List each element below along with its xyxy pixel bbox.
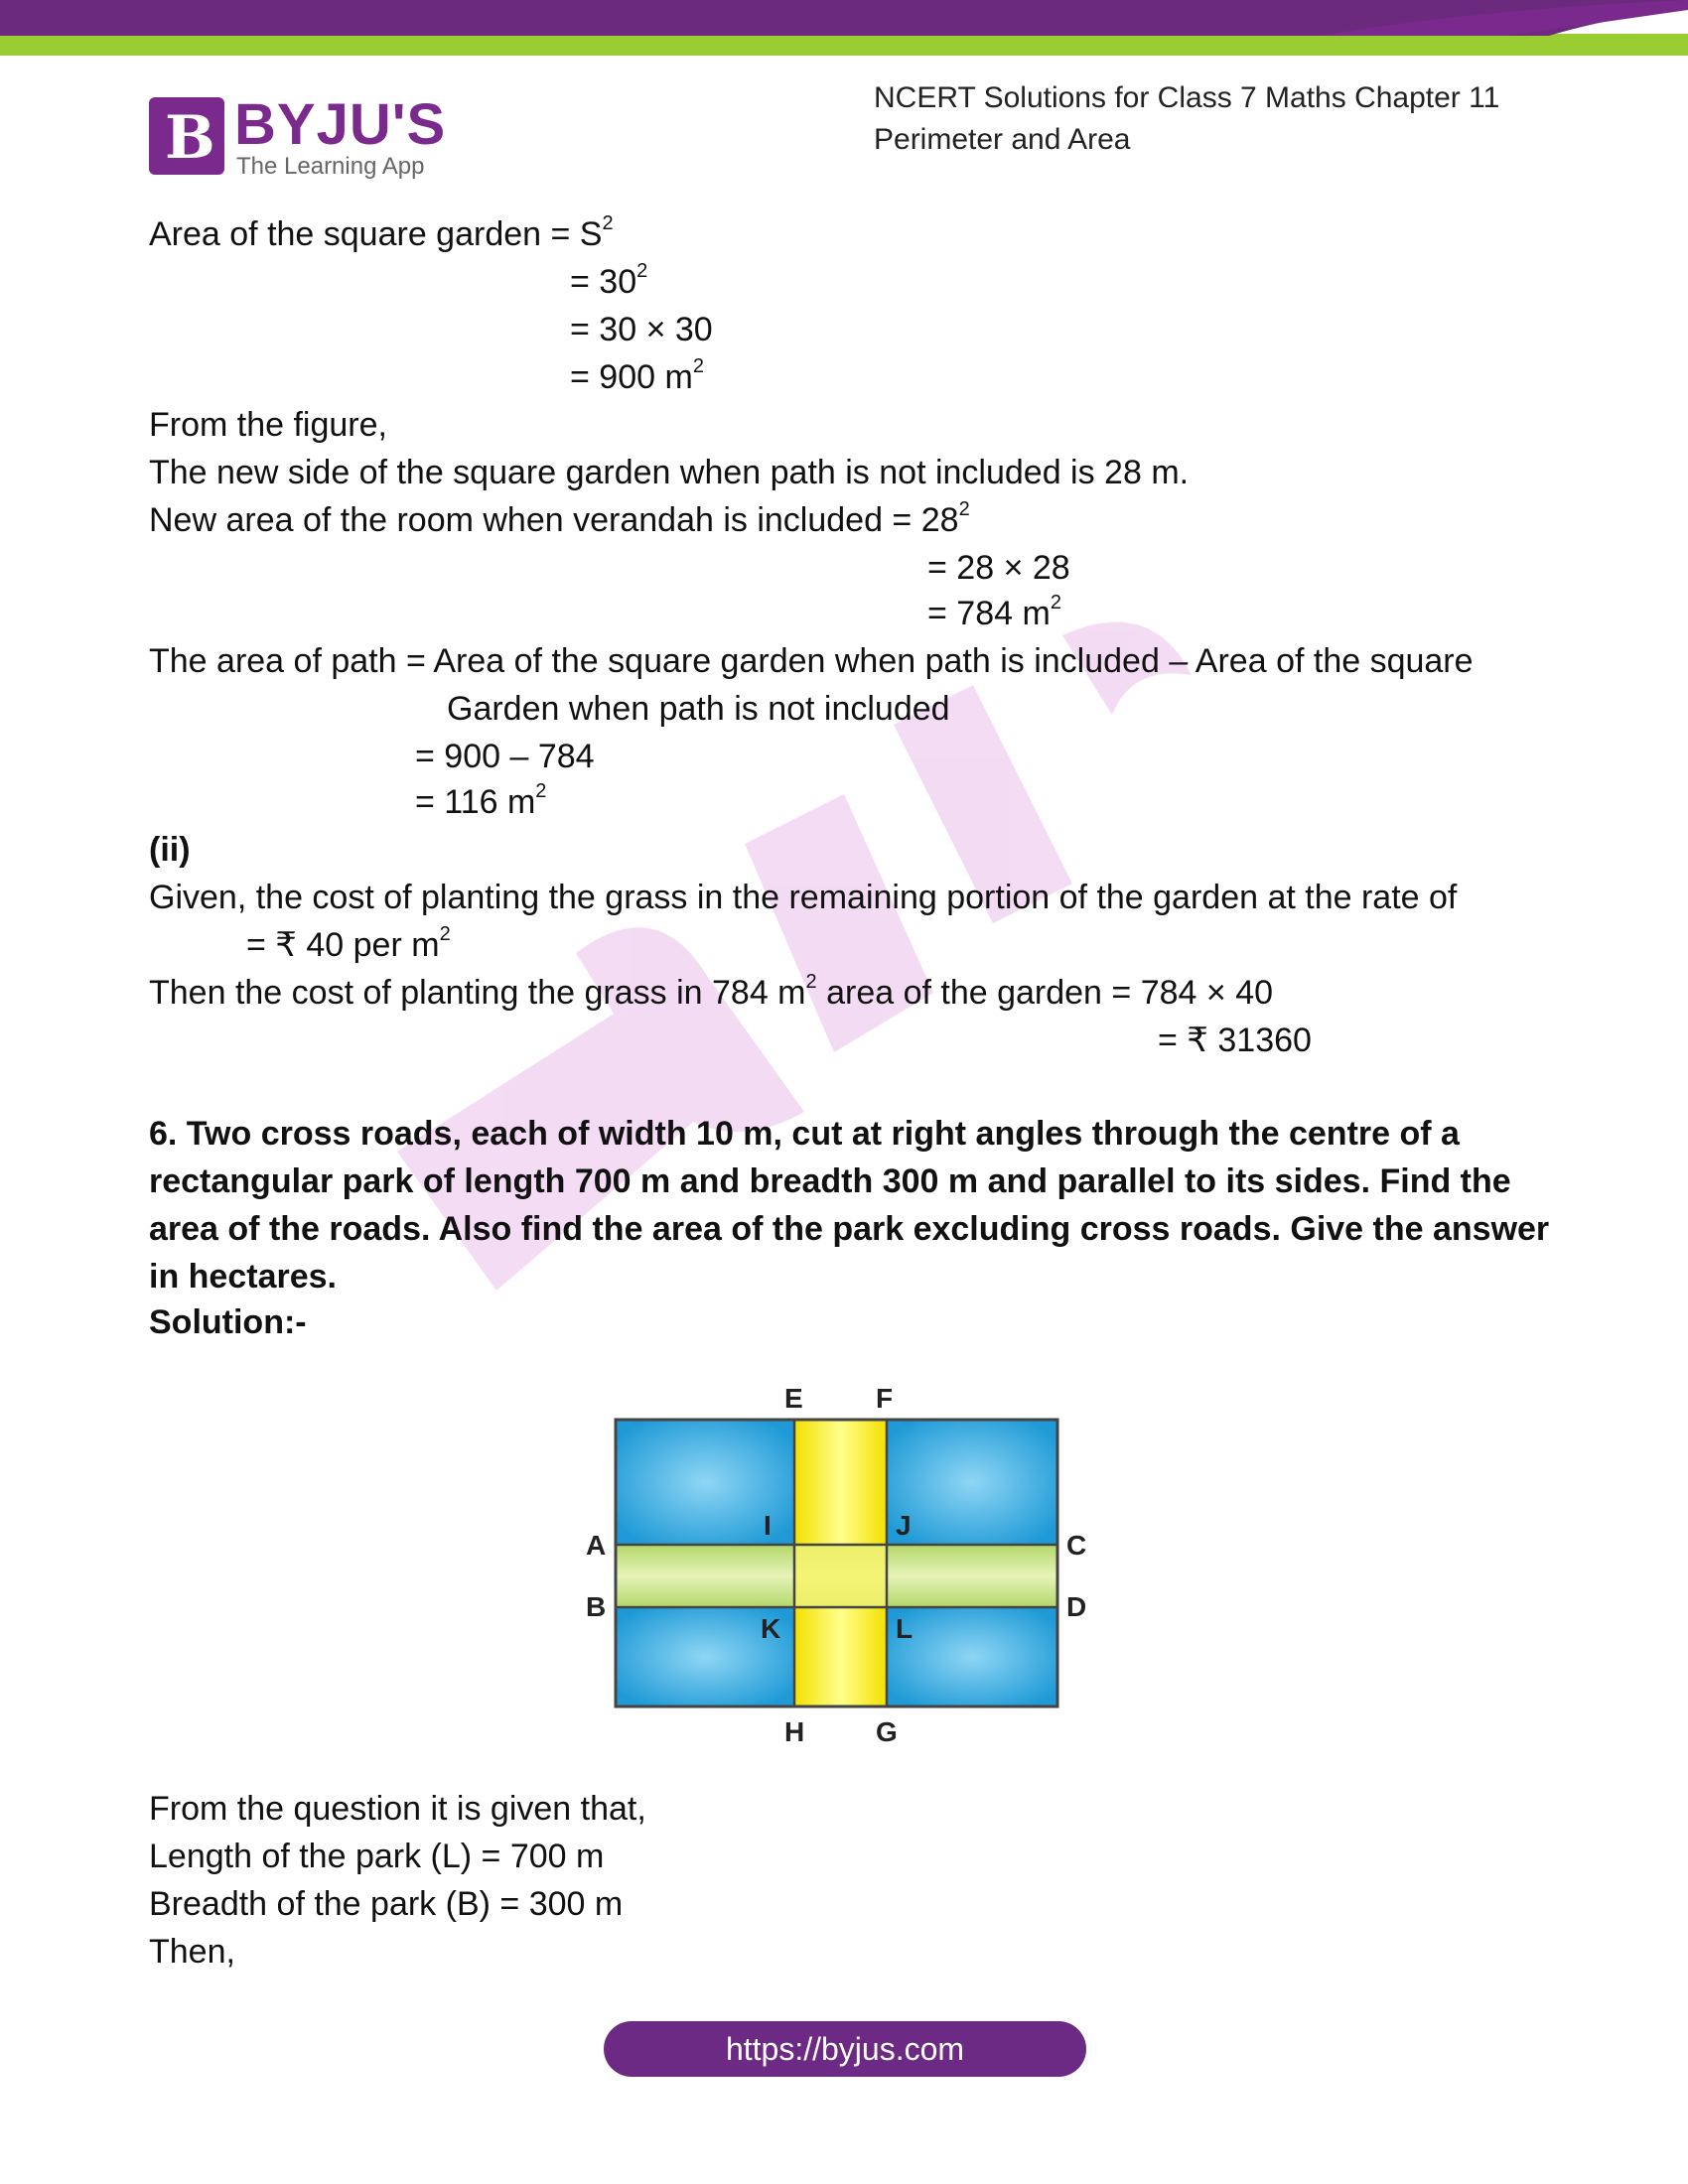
park-roads-diagram	[576, 1370, 1112, 1747]
question-text: area of the roads. Also find the area of the park excluding cross roads. Give the answer	[149, 1210, 1550, 1248]
label-C: C	[1066, 1530, 1087, 1561]
text-line: = ₹ 40 per $m^2$	[246, 922, 451, 964]
text-line: Garden when path is not included	[447, 690, 950, 728]
text-line: Length of the park (L) = 700 m	[149, 1838, 605, 1875]
label-D: D	[1066, 1591, 1087, 1622]
text-line: = 900 – 784	[415, 738, 595, 775]
question-text: in hectares.	[149, 1258, 337, 1296]
page-header-title	[874, 77, 1499, 161]
label-E: E	[784, 1383, 803, 1414]
label-F: F	[876, 1383, 894, 1414]
text-line: Then,	[149, 1933, 235, 1971]
park-quadrant	[887, 1420, 1057, 1545]
text-line: The area of path = Area of the square garden when path is included – Area of the square	[149, 642, 1474, 680]
logo-mark	[149, 97, 224, 175]
text-line: Given, the cost of planting the grass in the remaining portion of the garden at the rate of	[149, 879, 1458, 916]
header-band	[0, 0, 1688, 60]
solution-label: Solution:-	[149, 1303, 307, 1341]
text-line: = 784 $m^2$	[927, 591, 1061, 632]
text-line: = 30 × 30	[570, 311, 713, 348]
text-line: From the question it is given that,	[149, 1790, 646, 1828]
text-line: The new side of the square garden when path is not included is 28 m.	[149, 454, 1190, 491]
label-A: A	[586, 1530, 607, 1561]
label-B: B	[586, 1591, 607, 1622]
footer-url[interactable]: https://byjus.com	[725, 2031, 965, 2067]
header-title-line2: Perimeter and Area	[874, 123, 1131, 156]
label-K: K	[761, 1613, 781, 1644]
label-L: L	[896, 1613, 914, 1644]
logo-name: BYJU'S	[234, 92, 447, 157]
byjus-logo[interactable]	[149, 92, 447, 185]
text-line: From the figure,	[149, 406, 387, 444]
label-I: I	[764, 1510, 772, 1541]
text-line: Then the cost of planting the grass in 784 $m^2$ area of the garden = 784 × 40	[149, 970, 1274, 1012]
text-line: Area of the square garden = $S^2$	[149, 211, 614, 253]
text-line: = 900 $m^2$	[570, 354, 704, 396]
text-line: = 116 $m^2$	[415, 779, 547, 821]
text-line: = ₹ 31360	[1158, 1022, 1312, 1059]
road-intersection	[794, 1545, 887, 1607]
text-line: Breadth of the park (B) = 300 m	[149, 1885, 624, 1923]
text-line: = 28 × 28	[927, 549, 1070, 587]
logo-tagline: The Learning App	[236, 153, 425, 180]
text-line: = $30^2$	[570, 259, 648, 301]
question-text: 6. Two cross roads, each of width 10 m, cut at right angles through the centre of a	[149, 1115, 1460, 1153]
label-G: G	[876, 1716, 898, 1747]
label-J: J	[896, 1510, 912, 1541]
footer-url-button[interactable]	[604, 2021, 1086, 2077]
subpart-label: (ii)	[149, 831, 191, 869]
question-text: rectangular park of length 700 m and breadth 300 m and parallel to its sides. Find the	[149, 1162, 1511, 1200]
text-line: New area of the room when verandah is included = $28^2$	[149, 497, 970, 539]
logo-letter: B	[165, 103, 215, 173]
label-H: H	[784, 1716, 805, 1747]
header-title-line1: NCERT Solutions for Class 7 Maths Chapter 11	[874, 81, 1500, 114]
